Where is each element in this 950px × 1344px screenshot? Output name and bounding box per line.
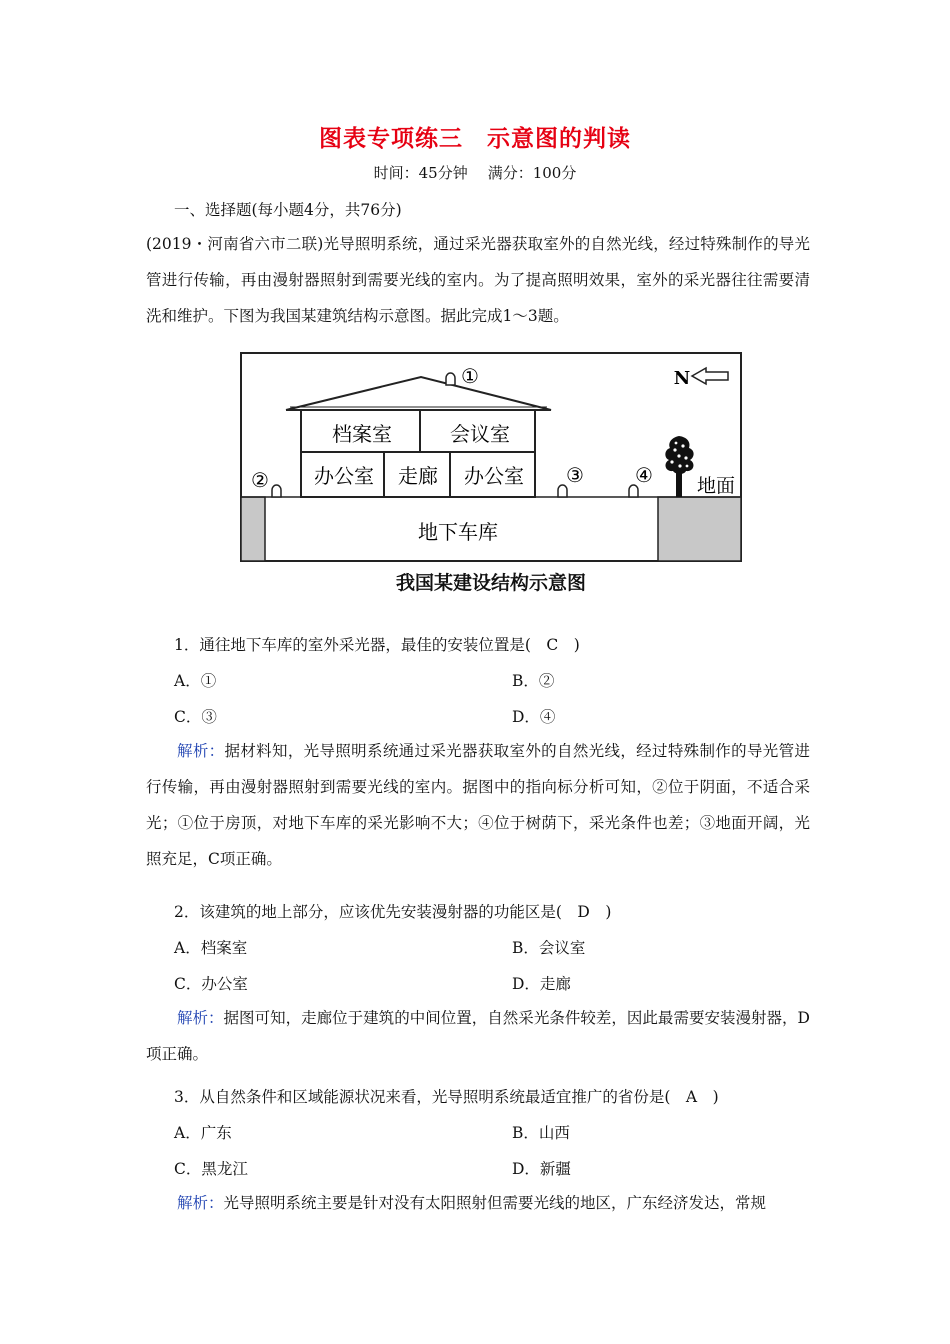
intro-paragraph (146, 226, 810, 334)
room-corridor: 走廊 (398, 464, 438, 488)
q1-analysis-text: 据材料知，光导照明系统通过采光器获取室外的自然光线，经过特殊制作的导光管进行传输，再由漫射器照射到需要光线的室内。据图中的指向标分析可知，②位于阴面，不适合采光；①位于房顶，对地下车库的采光影响不大；④位于树荫下，采光条件也差；③地面开阔，光照充足，C项正确。 (146, 742, 810, 868)
q1-option-d: D．④ (512, 708, 556, 726)
ground-block-left (241, 497, 265, 561)
exam-info (0, 162, 950, 183)
collector-1-icon (446, 373, 455, 385)
q3-stem: 3．从自然条件和区域能源状况来看，光导照明系统最适宜推广的省份是( A ) (174, 1088, 719, 1106)
q3-analysis (146, 1185, 810, 1221)
title-part-1: 图表专项练三 (319, 126, 463, 152)
q3-option-c: C．黑龙江 (174, 1160, 248, 1178)
exam-time: 时间：45分钟 (373, 164, 468, 182)
q1-stem: 1．通往地下车库的室外采光器，最佳的安装位置是( C ) (174, 636, 580, 654)
exam-score: 满分：100分 (487, 164, 577, 182)
room-meeting: 会议室 (450, 422, 510, 446)
q3-analysis-label: 解析： (177, 1194, 224, 1212)
room-office-right: 办公室 (464, 464, 524, 488)
collector-2-icon (272, 485, 281, 497)
mark-3: ③ (566, 463, 584, 487)
mark-2: ② (251, 468, 269, 492)
q2-option-a: A．档案室 (174, 939, 248, 957)
q2-analysis-label: 解析： (177, 1009, 224, 1027)
q1-option-c: C．③ (174, 708, 217, 726)
q2-analysis (146, 1000, 810, 1072)
title-part-2: 示意图的判读 (487, 126, 631, 152)
section-heading: 一、选择题(每小题4分，共76分) (174, 201, 402, 219)
q2-option-b: B．会议室 (512, 939, 586, 957)
ground-label: 地面 (696, 475, 736, 497)
q2-option-c: C．办公室 (174, 975, 248, 993)
q2-option-d: D．走廊 (512, 975, 571, 993)
q1-analysis-label: 解析： (177, 742, 225, 760)
building-diagram (240, 352, 742, 562)
garage-label: 地下车库 (418, 520, 498, 544)
q2-stem: 2．该建筑的地上部分，应该优先安装漫射器的功能区是( D ) (174, 903, 612, 921)
room-archive: 档案室 (332, 422, 392, 446)
intro-text: (2019・河南省六市二联)光导照明系统，通过采光器获取室外的自然光线，经过特殊制作的导光管进行传输，再由漫射器照射到需要光线的室内。为了提高照明效果，室外的采光器往往需要清洗和维护。下图为我国某建筑结构示意图。据此完成1～3题。 (146, 235, 810, 325)
mark-1: ① (461, 364, 479, 388)
q3-option-b: B．山西 (512, 1124, 570, 1142)
q3-analysis-text: 光导照明系统主要是针对没有太阳照射但需要光线的地区，广东经济发达，常规 (223, 1194, 767, 1212)
figure-caption: 我国某建设结构示意图 (395, 572, 586, 594)
q1-option-a: A．① (174, 672, 217, 690)
mark-4: ④ (635, 463, 653, 487)
q3-option-a: A．广东 (174, 1124, 232, 1142)
north-label: N (673, 368, 691, 389)
q1-option-b: B．② (512, 672, 555, 690)
q2-analysis-text: 据图可知，走廊位于建筑的中间位置，自然采光条件较差，因此最需要安装漫射器，D项正确。 (146, 1009, 810, 1063)
q1-analysis (146, 733, 810, 877)
room-office-left: 办公室 (314, 464, 374, 488)
page-title (0, 120, 950, 153)
ground-block-right (658, 497, 741, 561)
q3-option-d: D．新疆 (512, 1160, 571, 1178)
